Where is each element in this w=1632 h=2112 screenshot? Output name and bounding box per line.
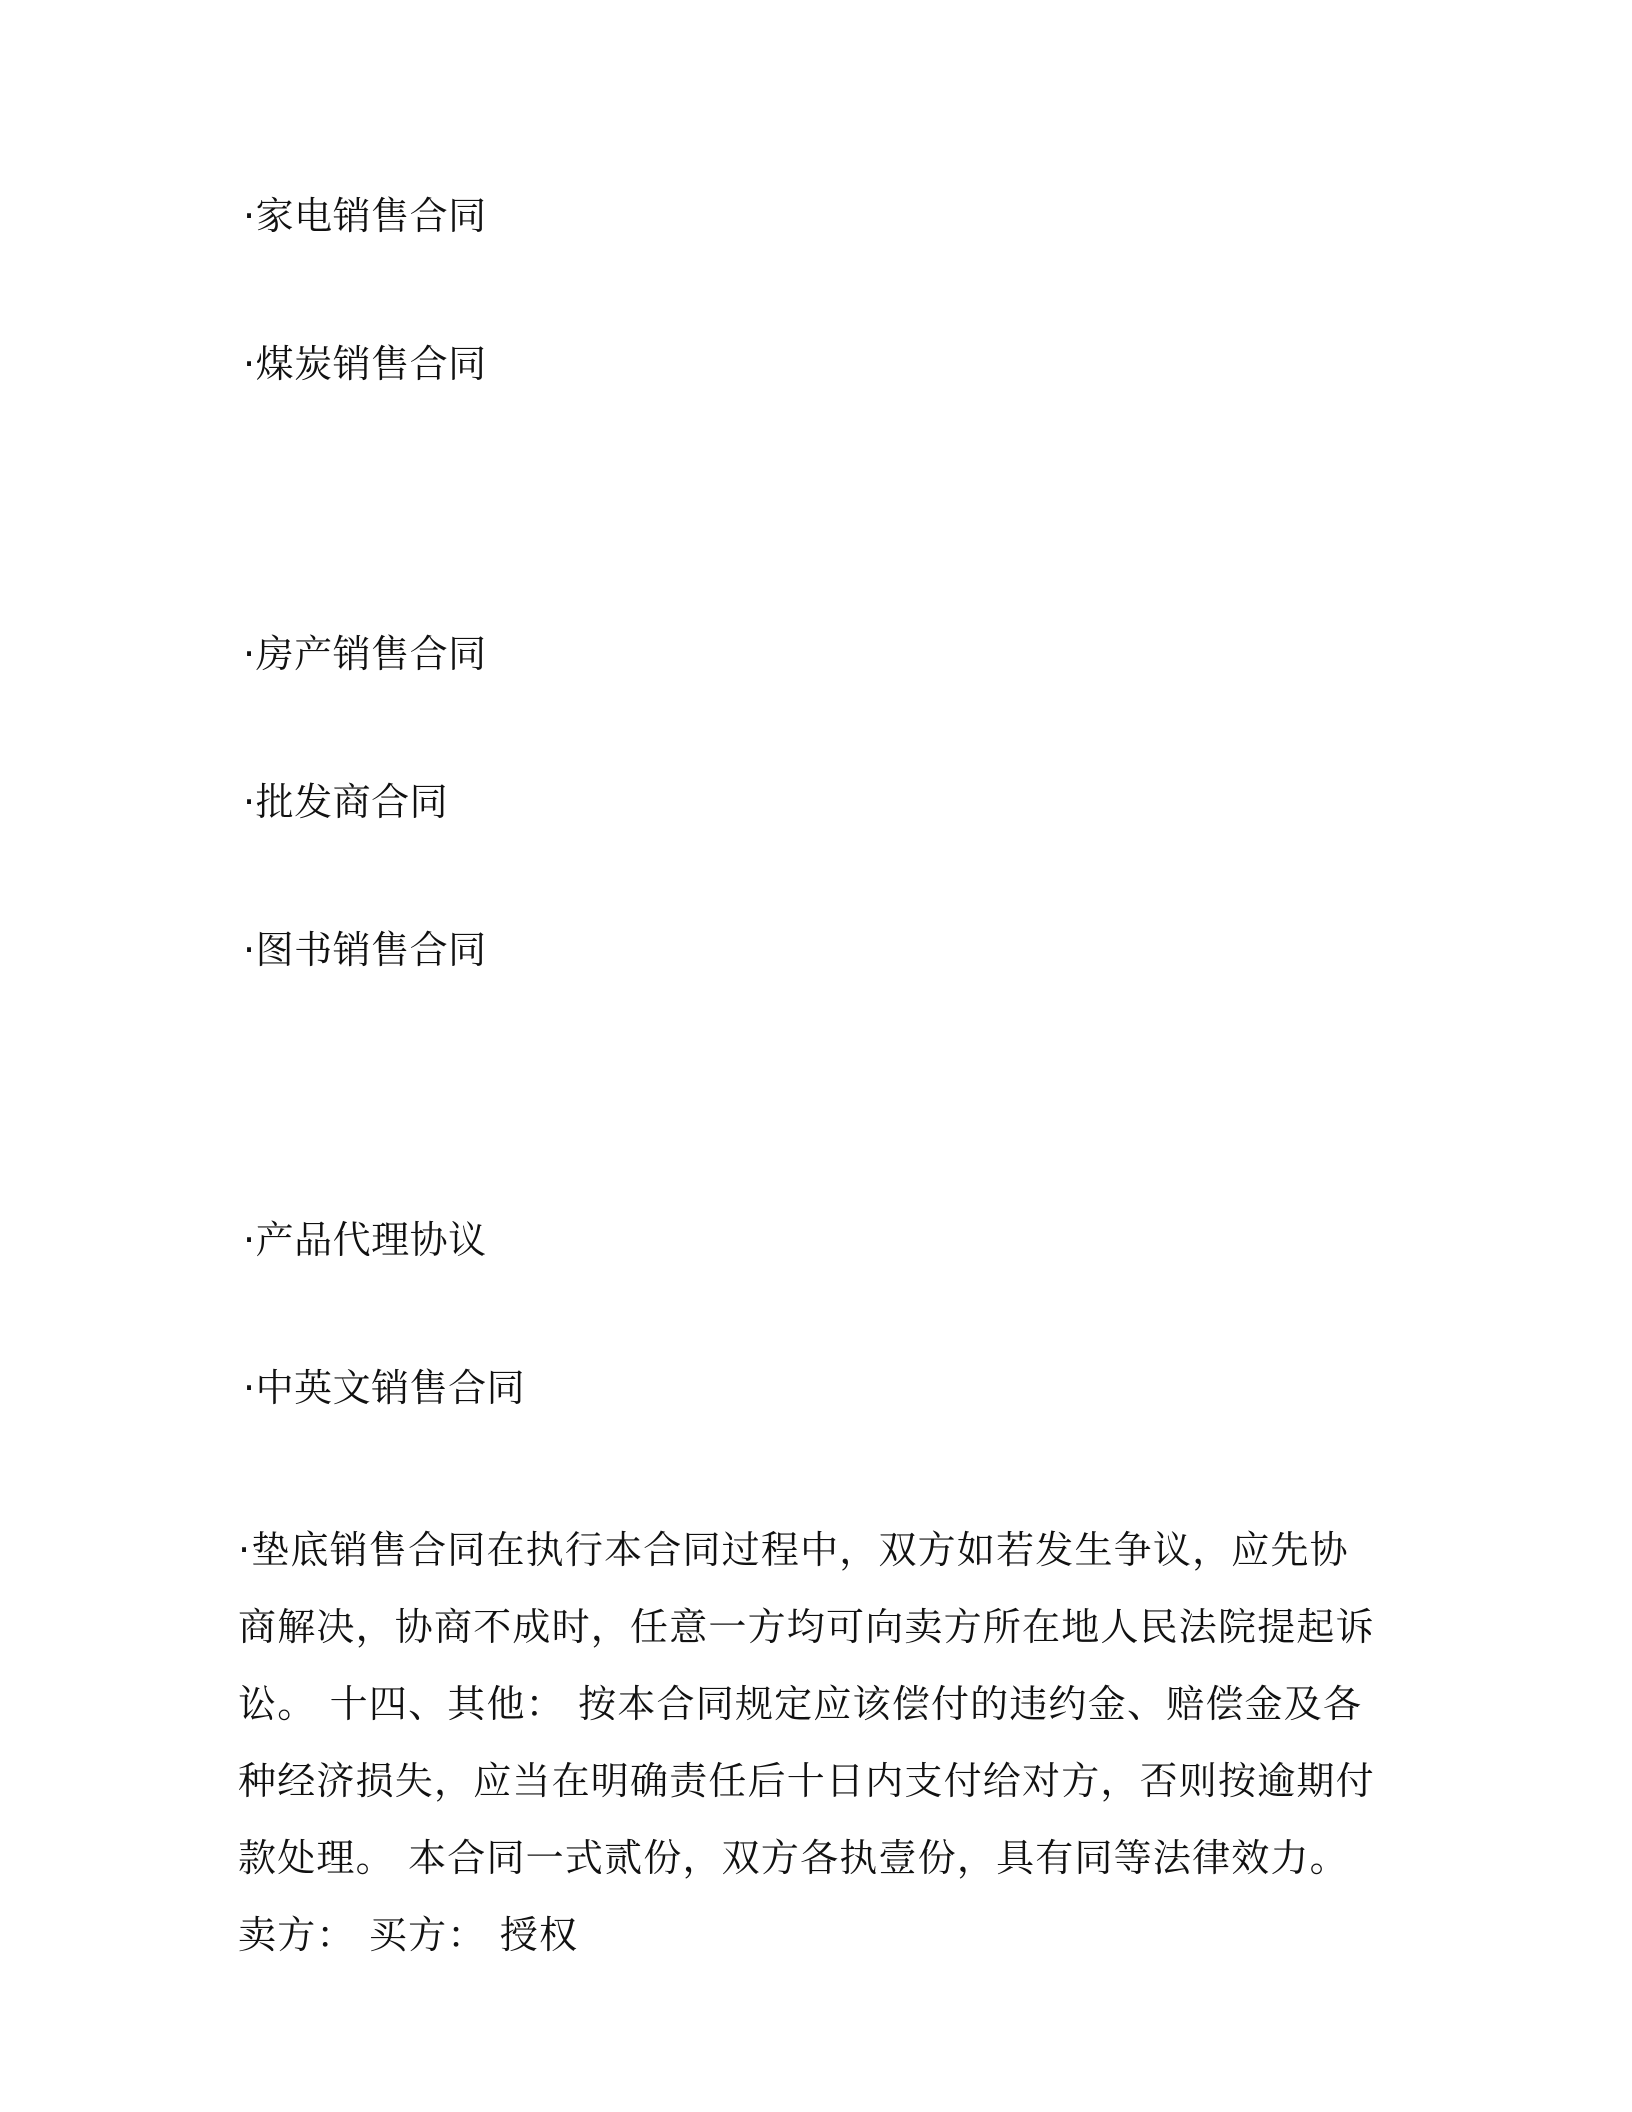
list-item-product-agency-agreement: ·产品代理协议 — [243, 1218, 487, 1262]
list-item-coal-sales-contract: ·煤炭销售合同 — [243, 342, 487, 386]
list-item-appliance-sales-contract: ·家电销售合同 — [243, 194, 487, 238]
list-item-book-sales-contract: ·图书销售合同 — [243, 928, 487, 972]
list-item-real-estate-sales-contract: ·房产销售合同 — [243, 632, 487, 676]
list-item-wholesaler-contract: ·批发商合同 — [243, 780, 449, 824]
contract-body-paragraph: ·垫底销售合同在执行本合同过程中，双方如若发生争议，应先协商解决，协商不成时，任意一方均可向卖方所在地人民法院提起诉讼。 十四、其他： 按本合同规定应该偿付的违约金、赔偿金及各种经济损失，应当在明确责任后十日内支付给对方，否则按逾期付款处理。 本合同一式贰份，双方各执壹份，具有同等法律效力。 卖方： 买方： 授权 — [238, 1528, 1375, 1957]
list-item-bilingual-sales-contract: ·中英文销售合同 — [243, 1366, 526, 1410]
